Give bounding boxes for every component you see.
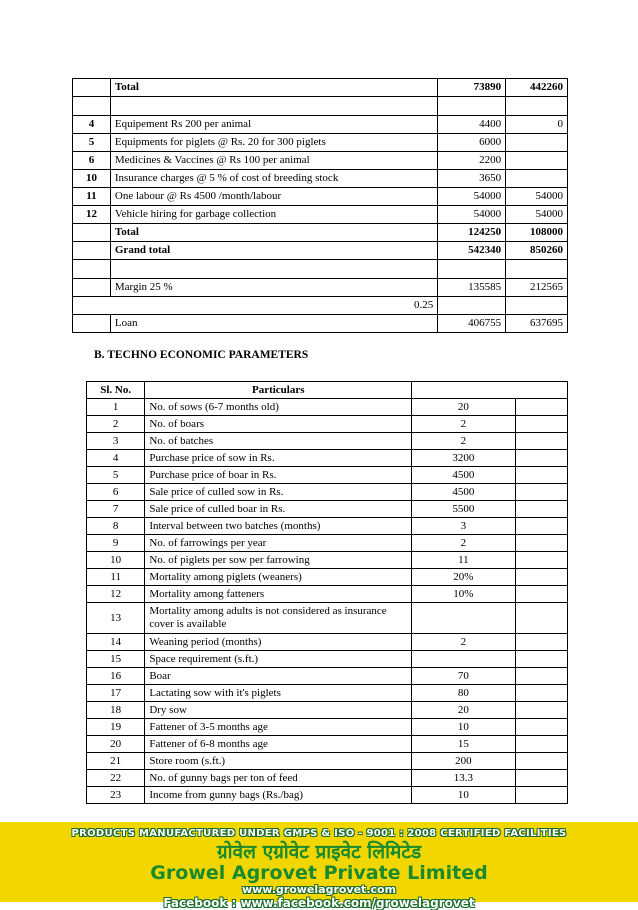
row-extra xyxy=(515,651,567,668)
row-extra xyxy=(515,787,567,804)
row-extra xyxy=(515,416,567,433)
subtotal-v1: 124250 xyxy=(438,224,506,242)
row-particular: No. of sows (6-7 months old) xyxy=(145,399,412,416)
row-sl-no: 18 xyxy=(87,702,145,719)
row-sl-no: 6 xyxy=(87,484,145,501)
row-particular: Purchase price of sow in Rs. xyxy=(145,450,412,467)
table-row xyxy=(73,170,568,188)
item-number: 11 xyxy=(73,188,111,206)
row-sl-no: 3 xyxy=(87,433,145,450)
item-v1: 6000 xyxy=(438,134,506,152)
item-number: 10 xyxy=(73,170,111,188)
table-header-row xyxy=(87,382,568,399)
item-v1: 3650 xyxy=(438,170,506,188)
row-value: 11 xyxy=(412,552,515,569)
row-sl-no: 16 xyxy=(87,668,145,685)
row-value: 10% xyxy=(412,586,515,603)
row-particular: Space requirement (s.ft.) xyxy=(145,651,412,668)
table-row xyxy=(73,152,568,170)
table-row xyxy=(73,279,568,297)
header-sl-no: Sl. No. xyxy=(87,382,145,399)
table-row xyxy=(87,736,568,753)
row-particular: Dry sow xyxy=(145,702,412,719)
row-particular: Purchase price of boar in Rs. xyxy=(145,467,412,484)
table-row xyxy=(87,719,568,736)
cost-table xyxy=(72,78,568,333)
row-particular: Boar xyxy=(145,668,412,685)
techno-economic-table xyxy=(86,381,568,804)
subtotal-label: Total xyxy=(110,224,437,242)
row-extra xyxy=(515,552,567,569)
header-value xyxy=(412,382,568,399)
table-row xyxy=(87,685,568,702)
table-row xyxy=(87,399,568,416)
header-particulars: Particulars xyxy=(145,382,412,399)
row-extra xyxy=(515,484,567,501)
footer-hindi-name: ग्रोवेल एग्रोवेट प्राइवेट लिमिटेड xyxy=(216,841,422,863)
row-extra xyxy=(515,668,567,685)
row-particular: Sale price of culled boar in Rs. xyxy=(145,501,412,518)
grand-total-v2: 850260 xyxy=(506,242,568,260)
table-row xyxy=(73,188,568,206)
row-particular: Weaning period (months) xyxy=(145,634,412,651)
table-row xyxy=(87,501,568,518)
row-value xyxy=(412,603,515,634)
row-particular: Income from gunny bags (Rs./bag) xyxy=(145,787,412,804)
row-particular: No. of boars xyxy=(145,416,412,433)
table-row xyxy=(87,702,568,719)
table-row xyxy=(87,433,568,450)
row-extra xyxy=(515,433,567,450)
table-row xyxy=(87,753,568,770)
total-label: Total xyxy=(110,79,437,97)
table-row xyxy=(87,634,568,651)
row-particular: No. of farrowings per year xyxy=(145,535,412,552)
row-value: 3200 xyxy=(412,450,515,467)
ratio-value: 0.25 xyxy=(386,297,438,315)
margin-label: Margin 25 % xyxy=(110,279,437,297)
table-row xyxy=(73,297,568,315)
table-row xyxy=(73,315,568,333)
row-sl-no: 12 xyxy=(87,586,145,603)
table-row xyxy=(73,116,568,134)
row-value: 15 xyxy=(412,736,515,753)
grand-total-label: Grand total xyxy=(110,242,437,260)
item-label: Medicines & Vaccines @ Rs 100 per animal xyxy=(110,152,437,170)
row-sl-no: 5 xyxy=(87,467,145,484)
row-value: 20 xyxy=(412,399,515,416)
row-value: 10 xyxy=(412,787,515,804)
row-sl-no: 21 xyxy=(87,753,145,770)
row-value: 4500 xyxy=(412,467,515,484)
table-row xyxy=(87,770,568,787)
table-row xyxy=(73,224,568,242)
row-value: 2 xyxy=(412,634,515,651)
tep-rows xyxy=(87,399,568,804)
table-row xyxy=(87,787,568,804)
footer-company-name: Growel Agrovet Private Limited xyxy=(150,862,488,884)
row-extra xyxy=(515,719,567,736)
table-row xyxy=(87,467,568,484)
row-value: 5500 xyxy=(412,501,515,518)
row-particular: No. of batches xyxy=(145,433,412,450)
row-value: 13.3 xyxy=(412,770,515,787)
row-particular: Interval between two batches (months) xyxy=(145,518,412,535)
item-v1: 4400 xyxy=(438,116,506,134)
item-label: Equipement Rs 200 per animal xyxy=(110,116,437,134)
row-particular: Fattener of 6-8 months age xyxy=(145,736,412,753)
row-sl-no: 7 xyxy=(87,501,145,518)
margin-v2: 212565 xyxy=(506,279,568,297)
table-row-blank xyxy=(73,260,568,279)
item-label: Insurance charges @ 5 % of cost of breeding stock xyxy=(110,170,437,188)
row-extra xyxy=(515,586,567,603)
table-row xyxy=(87,450,568,467)
row-sl-no: 8 xyxy=(87,518,145,535)
margin-v1: 135585 xyxy=(438,279,506,297)
item-v1: 2200 xyxy=(438,152,506,170)
row-particular: Sale price of culled sow in Rs. xyxy=(145,484,412,501)
section-heading: B. TECHNO ECONOMIC PARAMETERS xyxy=(94,349,309,361)
row-extra xyxy=(515,753,567,770)
table-row xyxy=(87,552,568,569)
footer-website-link[interactable]: www.growelagrovet.com xyxy=(241,883,397,896)
item-label: Vehicle hiring for garbage collection xyxy=(110,206,437,224)
table-row xyxy=(73,242,568,260)
row-extra xyxy=(515,736,567,753)
row-extra xyxy=(515,569,567,586)
item-number: 5 xyxy=(73,134,111,152)
row-sl-no: 11 xyxy=(87,569,145,586)
row-sl-no: 4 xyxy=(87,450,145,467)
row-sl-no: 1 xyxy=(87,399,145,416)
table-row xyxy=(87,651,568,668)
row-sl-no: 10 xyxy=(87,552,145,569)
row-particular: Mortality among adults is not considered as insurance cover is available xyxy=(145,603,412,634)
table-row-blank xyxy=(73,97,568,116)
row-sl-no: 9 xyxy=(87,535,145,552)
footer-banner xyxy=(0,822,638,910)
item-number: 6 xyxy=(73,152,111,170)
row-particular: No. of piglets per sow per farrowing xyxy=(145,552,412,569)
item-label: Equipments for piglets @ Rs. 20 for 300 piglets xyxy=(110,134,437,152)
row-extra xyxy=(515,501,567,518)
row-value: 2 xyxy=(412,535,515,552)
loan-label: Loan xyxy=(110,315,437,333)
loan-v2: 637695 xyxy=(506,315,568,333)
row-value: 10 xyxy=(412,719,515,736)
table-row xyxy=(73,206,568,224)
row-value: 2 xyxy=(412,433,515,450)
total-v2: 442260 xyxy=(506,79,568,97)
row-extra xyxy=(515,702,567,719)
row-extra xyxy=(515,518,567,535)
row-sl-no: 23 xyxy=(87,787,145,804)
table-row xyxy=(87,535,568,552)
row-particular: Lactating sow with it's piglets xyxy=(145,685,412,702)
row-sl-no: 19 xyxy=(87,719,145,736)
item-number: 12 xyxy=(73,206,111,224)
row-extra xyxy=(515,634,567,651)
row-sl-no: 20 xyxy=(87,736,145,753)
row-value: 20% xyxy=(412,569,515,586)
row-value: 2 xyxy=(412,416,515,433)
table-row xyxy=(87,668,568,685)
item-v1: 54000 xyxy=(438,188,506,206)
item-v2 xyxy=(506,170,568,188)
item-number: 4 xyxy=(73,116,111,134)
row-extra xyxy=(515,399,567,416)
row-particular: Store room (s.ft.) xyxy=(145,753,412,770)
item-v2: 54000 xyxy=(506,188,568,206)
total-v1: 73890 xyxy=(438,79,506,97)
item-v2: 0 xyxy=(506,116,568,134)
row-value xyxy=(412,651,515,668)
table-row xyxy=(87,603,568,634)
row-sl-no: 17 xyxy=(87,685,145,702)
row-extra xyxy=(515,535,567,552)
row-sl-no: 15 xyxy=(87,651,145,668)
row-sl-no: 13 xyxy=(87,603,145,634)
row-sl-no: 2 xyxy=(87,416,145,433)
subtotal-v2: 108000 xyxy=(506,224,568,242)
row-particular: Mortality among piglets (weaners) xyxy=(145,569,412,586)
item-v2: 54000 xyxy=(506,206,568,224)
cost-items xyxy=(73,116,568,224)
item-v2 xyxy=(506,152,568,170)
table-row xyxy=(73,79,568,97)
row-extra xyxy=(515,450,567,467)
row-extra xyxy=(515,770,567,787)
loan-v1: 406755 xyxy=(438,315,506,333)
table-row xyxy=(87,569,568,586)
table-row xyxy=(87,518,568,535)
grand-total-v1: 542340 xyxy=(438,242,506,260)
row-sl-no: 14 xyxy=(87,634,145,651)
item-label: One labour @ Rs 4500 /month/labour xyxy=(110,188,437,206)
table-row xyxy=(87,416,568,433)
table-row xyxy=(87,484,568,501)
row-particular: No. of gunny bags per ton of feed xyxy=(145,770,412,787)
row-value: 3 xyxy=(412,518,515,535)
footer-certification: PRODUCTS MANUFACTURED UNDER GMPS & ISO - 9001 : 2008 CERTIFIED FACILITIES xyxy=(71,828,567,839)
table-row xyxy=(73,134,568,152)
row-extra xyxy=(515,685,567,702)
footer-facebook-link[interactable]: Facebook : www.facebook.com/growelagrovet xyxy=(163,896,475,910)
row-value: 200 xyxy=(412,753,515,770)
row-particular: Mortality among fatteners xyxy=(145,586,412,603)
row-value: 20 xyxy=(412,702,515,719)
row-extra xyxy=(515,603,567,634)
row-particular: Fattener of 3-5 months age xyxy=(145,719,412,736)
row-value: 70 xyxy=(412,668,515,685)
item-v1: 54000 xyxy=(438,206,506,224)
table-row xyxy=(87,586,568,603)
row-extra xyxy=(515,467,567,484)
row-value: 4500 xyxy=(412,484,515,501)
row-sl-no: 22 xyxy=(87,770,145,787)
item-v2 xyxy=(506,134,568,152)
row-value: 80 xyxy=(412,685,515,702)
